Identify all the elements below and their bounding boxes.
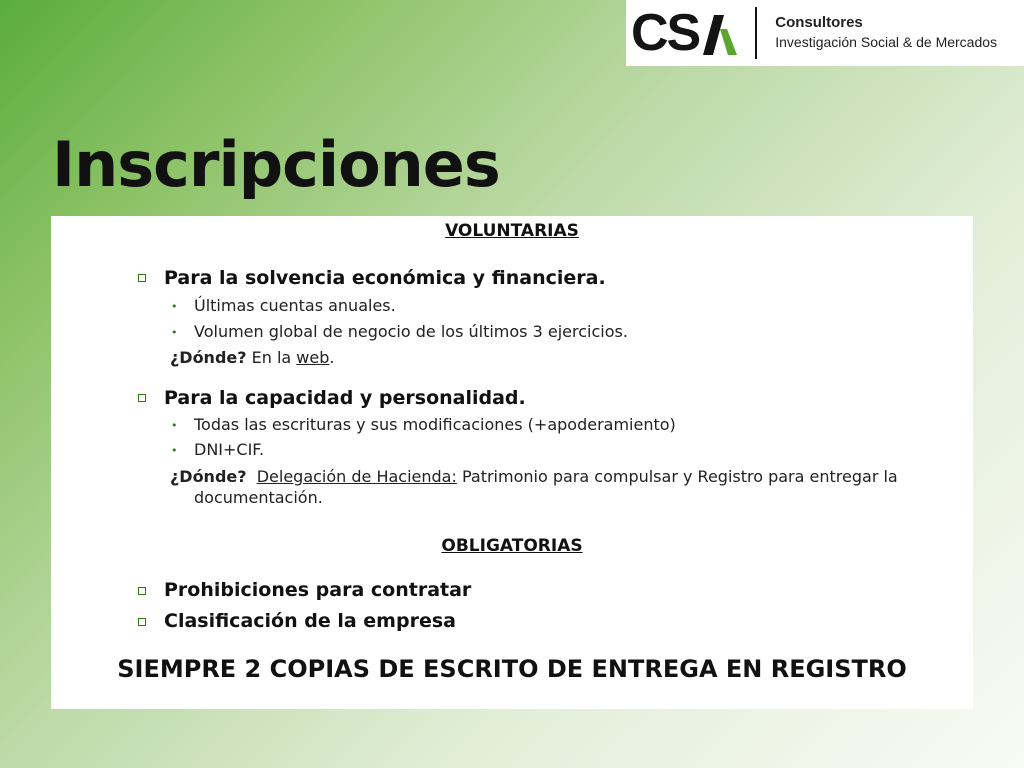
section-heading-voluntarias: VOLUNTARIAS bbox=[445, 221, 579, 241]
obligatory-item: Clasificación de la empresa bbox=[164, 610, 456, 632]
solvency-item: Volumen global de negocio de los últimos 3 ejercicios. bbox=[194, 322, 628, 341]
footer-note: SIEMPRE 2 COPIAS DE ESCRITO DE ENTREGA EN REGISTRO bbox=[117, 655, 907, 683]
dot-bullet-icon: • bbox=[171, 300, 178, 313]
dot-bullet-icon: • bbox=[171, 419, 178, 432]
logo-company-type: Consultores bbox=[775, 14, 863, 31]
where-label: ¿Dónde? bbox=[170, 467, 247, 486]
dot-bullet-icon: • bbox=[171, 326, 178, 339]
capacity-where-text: Patrimonio para compulsar y Registro para entregar la bbox=[461, 467, 898, 486]
logo-accent-icon bbox=[701, 11, 739, 55]
page-title: Inscripciones bbox=[52, 128, 500, 201]
solvency-title: Para la solvencia económica y financiera. bbox=[164, 267, 606, 289]
content-panel bbox=[51, 216, 973, 709]
checkbox-bullet-icon bbox=[138, 274, 146, 282]
dot-bullet-icon: • bbox=[171, 444, 178, 457]
capacity-where bbox=[170, 466, 962, 508]
logo-mark bbox=[631, 0, 739, 66]
where-label: ¿Dónde? bbox=[170, 348, 247, 367]
logo-company-tagline: Investigación Social & de Mercados bbox=[775, 34, 998, 50]
checkbox-bullet-icon bbox=[138, 587, 146, 595]
solvency-where bbox=[170, 348, 334, 367]
logo-divider bbox=[755, 7, 757, 59]
where-suffix: . bbox=[329, 348, 335, 367]
where-prefix: En la bbox=[251, 348, 297, 367]
section-heading-obligatorias: OBLIGATORIAS bbox=[441, 536, 583, 556]
web-link[interactable]: web bbox=[296, 348, 330, 367]
capacity-item: Todas las escrituras y sus modificaciones (+apoderamiento) bbox=[194, 415, 676, 434]
hacienda-link[interactable]: Delegación de Hacienda: bbox=[256, 467, 457, 486]
checkbox-bullet-icon bbox=[138, 618, 146, 626]
obligatory-item: Prohibiciones para contratar bbox=[164, 579, 472, 601]
capacity-title: Para la capacidad y personalidad. bbox=[164, 387, 526, 409]
capacity-item: DNI+CIF. bbox=[194, 440, 265, 459]
checkbox-bullet-icon bbox=[138, 394, 146, 402]
solvency-item: Últimas cuentas anuales. bbox=[194, 296, 396, 315]
company-logo bbox=[626, 0, 1024, 66]
logo-mark-letters: CS bbox=[631, 4, 700, 62]
capacity-where-continuation: documentación. bbox=[194, 488, 323, 507]
